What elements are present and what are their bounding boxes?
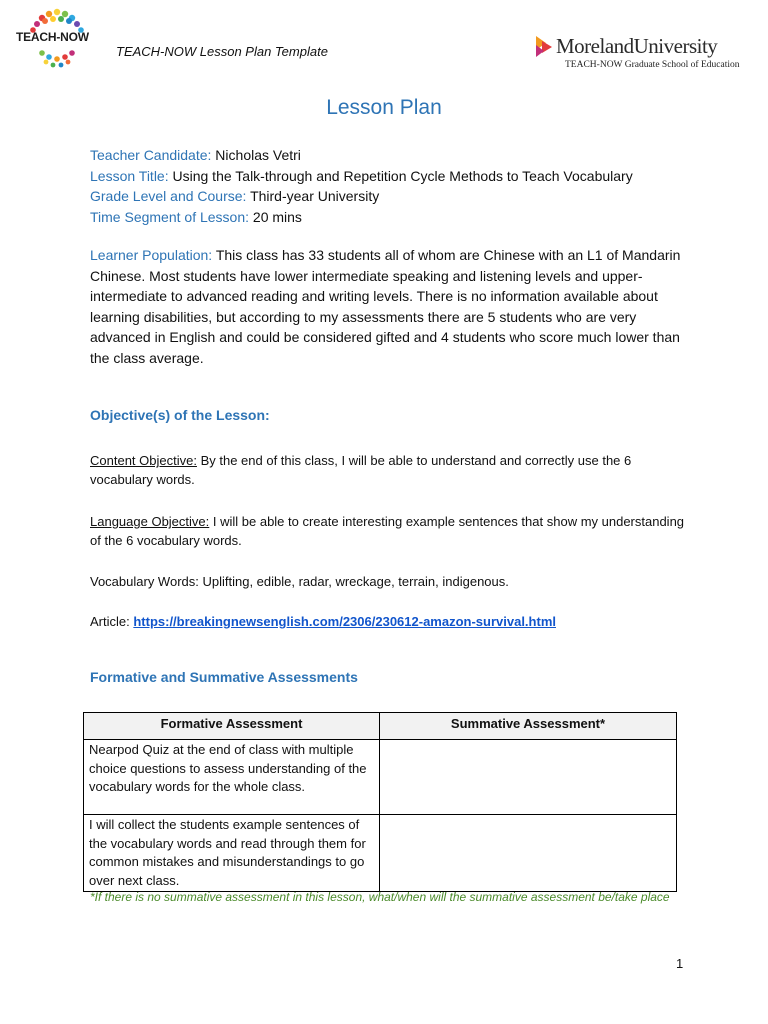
university-subtitle: TEACH-NOW Graduate School of Education (565, 60, 740, 70)
time-line (90, 207, 690, 228)
lesson-details (90, 145, 690, 227)
article-label: Article: (90, 614, 134, 629)
time-value: 20 mins (249, 208, 302, 225)
summative-cell (380, 740, 677, 815)
table-header-row (84, 713, 677, 740)
page-title: Lesson Plan (326, 96, 442, 119)
teacher-line (90, 145, 690, 166)
table-row (84, 740, 677, 815)
template-title: TEACH-NOW Lesson Plan Template (116, 44, 328, 59)
content-objective-label: Content Objective: (90, 453, 197, 468)
language-objective-text: I will be able to create interesting example sentences that show my understanding of the 6 vocabulary words. (90, 514, 685, 548)
time-label: Time Segment of Lesson: (90, 208, 250, 225)
formative-cell: I will collect the students example sentences of the vocabulary words and read through them for common mistakes and misunderstandings to go over next class. (84, 815, 380, 892)
grade-value: Third-year University (246, 188, 380, 204)
learner-text: This class has 33 students all of whom are Chinese with an L1 of Mandarin Chinese. Most students have lower intermediate speaking and listening levels and upper-intermediate to advanced reading and writing levels. There is no information available about learning disabilities, but according to my assessments there are 5 students who are very advanced in English and could be considered gifted and 4 students who score much lower than the class average. (90, 247, 681, 366)
table-row (84, 815, 677, 892)
formative-header: Formative Assessment (84, 713, 380, 740)
lesson-label: Lesson Title: (90, 167, 169, 184)
content-objective (90, 451, 690, 489)
teach-now-logo-text: TEACH-NOW (16, 30, 89, 44)
teacher-label: Teacher Candidate: (90, 147, 212, 163)
page-number: 1 (676, 956, 684, 971)
language-objective-label: Language Objective: (90, 514, 210, 529)
teacher-value: Nicholas Vetri (211, 147, 301, 163)
assessments-heading: Formative and Summative Assessments (90, 669, 358, 685)
language-objective (90, 512, 690, 550)
lesson-title-line (90, 166, 690, 187)
assessment-table (83, 712, 677, 892)
article-line (90, 612, 690, 631)
content-objective-text: By the end of this class, I will be able to understand and correctly use the 6 vocabulary words. (90, 453, 632, 487)
university-name: MorelandUniversity (556, 34, 718, 58)
article-link[interactable]: https://breakingnewsenglish.com/2306/230612-amazon-survival.html (133, 614, 556, 629)
grade-line (90, 186, 690, 207)
formative-cell: Nearpod Quiz at the end of class with multiple choice questions to assess understanding of the vocabulary words for the whole class. (84, 740, 380, 815)
summative-cell (380, 815, 677, 892)
grade-label: Grade Level and Course: (90, 188, 247, 204)
lesson-value: Using the Talk-through and Repetition Cycle Methods to Teach Vocabulary (168, 167, 633, 184)
vocabulary-words: Vocabulary Words: Uplifting, edible, radar, wreckage, terrain, indigenous. (90, 574, 509, 589)
summative-header: Summative Assessment* (380, 713, 677, 740)
learner-population (90, 245, 690, 368)
assessment-footnote: *If there is no summative assessment in this lesson, what/when will the summative assessment be/take place (90, 890, 670, 904)
learner-label: Learner Population: (90, 247, 213, 263)
objectives-heading: Objective(s) of the Lesson: (90, 407, 270, 423)
